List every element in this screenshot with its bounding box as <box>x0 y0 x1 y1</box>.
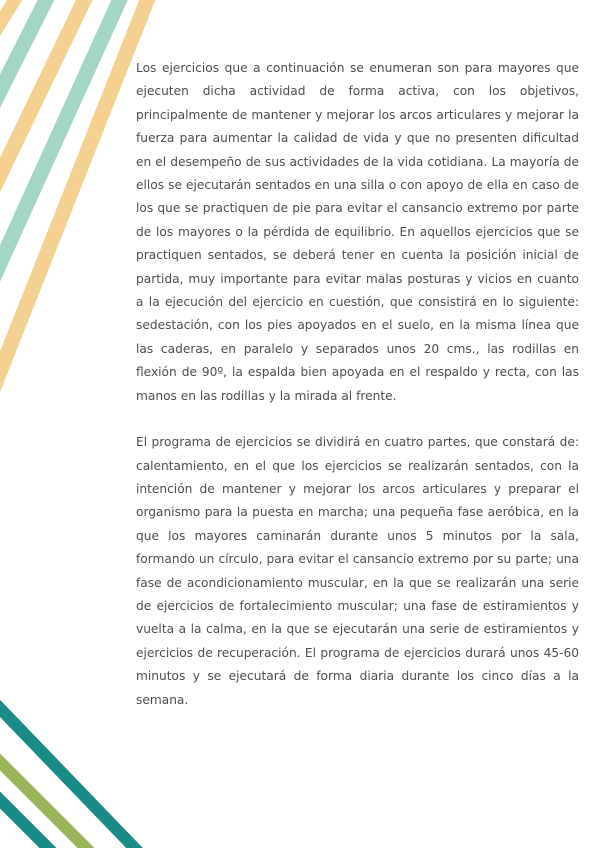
paragraph: Los ejercicios que a continuación se enumeran son para mayores que ejecuten dicha actividad de forma activa, con los objetivos, principalmente de mantener y mejorar los arcos articulares y mejorar la fuerza para aumentar la calidad de vida y que no presenten dificultad en el desempeño de sus actividades de la vida cotidiana. La mayoría de ellos se ejecutarán sentados en una silla o con apoyo de ella en caso de los que se practiquen de pie para evitar el cansancio extremo por parte de los mayores o la pérdida de equilibrio. En aquellos ejercicios que se practiquen sentados, se deberá tener en cuenta la posición inicial de partida, muy importante para evitar malas posturas y vicios en cuanto a la ejecución del ejercicio en cuestión, que consistirá en lo siguiente: sedestación, con los pies apoyados en el suelo, en la misma línea que las caderas, en paralelo y separados unos 20 cms., las rodillas en flexión de 90º, la espalda bien apoyada en el respaldo y recta, con las manos en las rodillas y la mirada al frente. <box>136 61 579 403</box>
top-left-stripes <box>0 0 152 392</box>
body-text <box>136 57 579 735</box>
paragraph: El programa de ejercicios se dividirá en cuatro partes, que constará de: calentamiento, en el que los ejercicios se realizarán sentados, con la intención de mantener y mejorar los arcos articulares y preparar el organismo para la puesta en marcha; una pequeña fase aeróbica, en la que los mayores caminarán durante unos 5 minutos por la sala, formando un círculo, para evitar el cansancio extremo por su parte; una fase de acondicionamiento muscular, en la que se realizarán una serie de ejercicios de fortalecimiento muscular; una fase de estiramientos y vuelta a la calma, en la que se ejecutarán una serie de estiramientos y ejercicios de recuperación. El programa de ejercicios durará unos 45-60 minutos y se ejecutará de forma diaria durante los cinco días a la semana. <box>136 435 579 707</box>
stripe-peach <box>0 0 22 40</box>
bottom-left-stripes <box>0 698 148 848</box>
